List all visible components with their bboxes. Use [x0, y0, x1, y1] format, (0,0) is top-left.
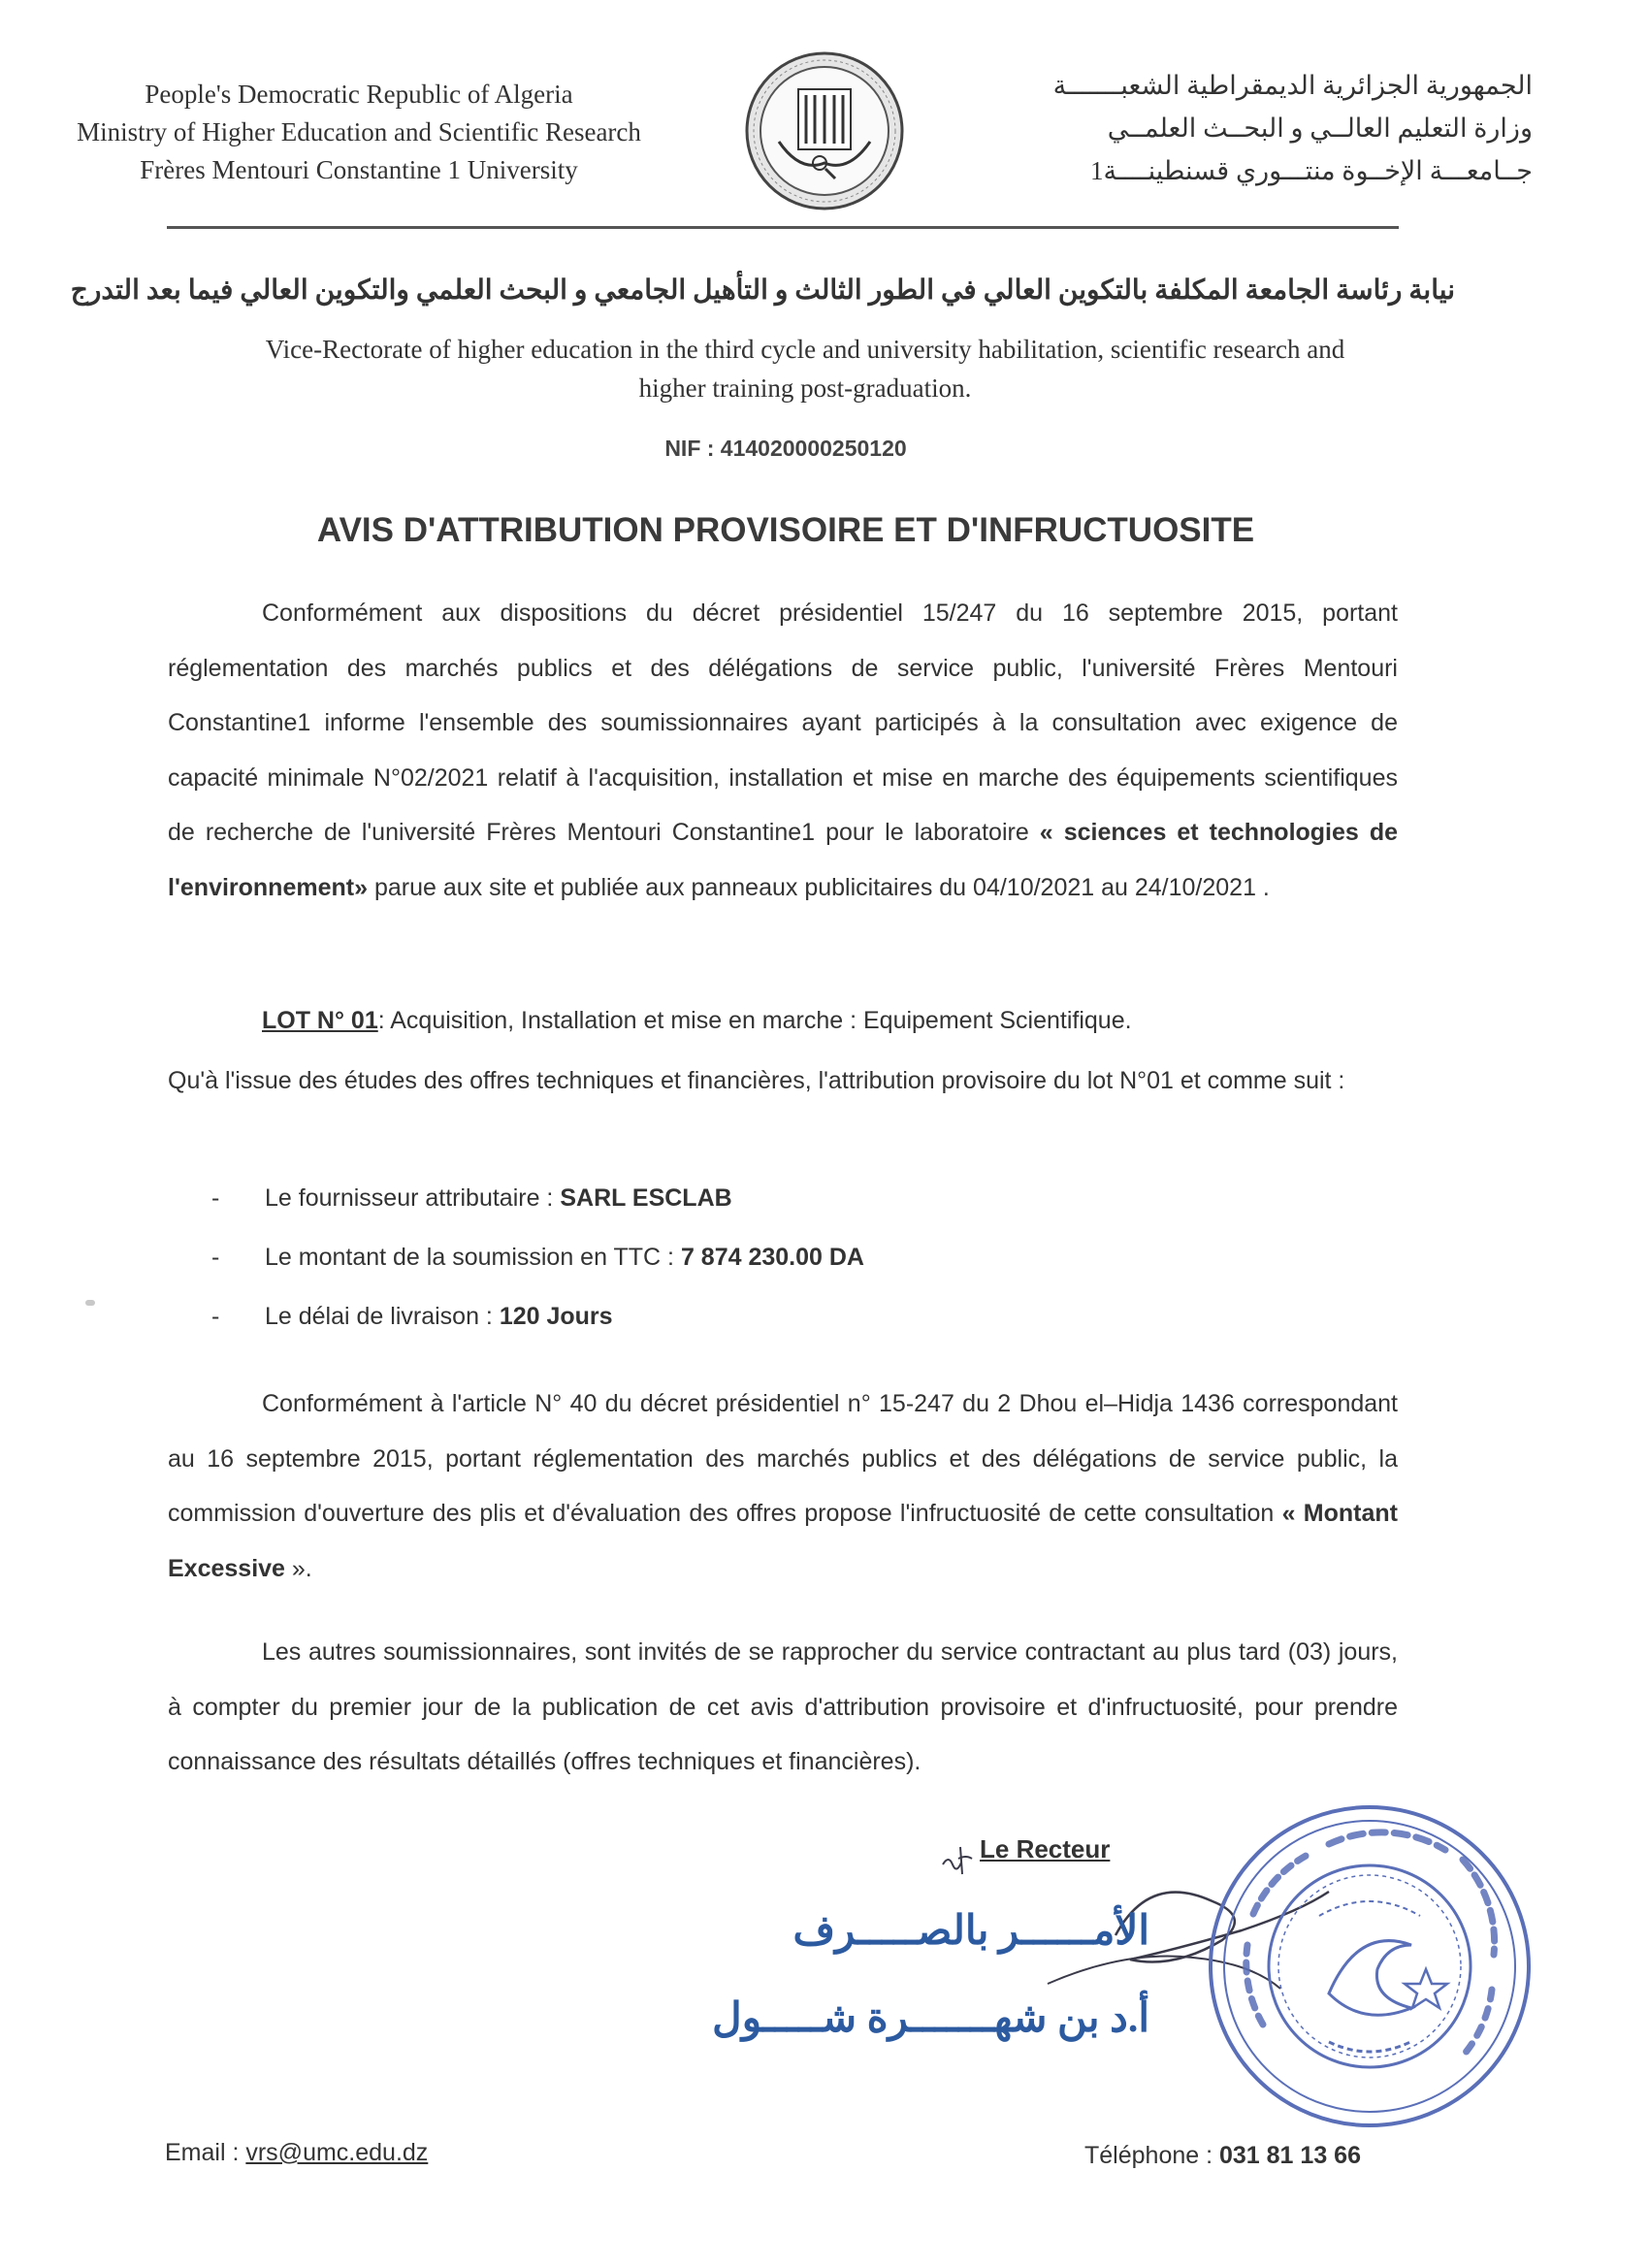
paragraph-invitation-text: Les autres soumissionnaires, sont invités de se rapprocher du service contractant au plus tard (03) jours, à compter du premier jour de la publication de cet avis d'attribution provisoire et d'infructuosité, pour prendre connaissance des résultats détaillés (offres techniques et financières). — [168, 1638, 1398, 1775]
lot-description: : Acquisition, Installation et mise en marche : Equipement Scientifique. — [377, 1007, 1132, 1034]
attribution-label: Le délai de livraison : — [265, 1303, 493, 1330]
infructuosity-reason: « Montant Excessive — [168, 1500, 1398, 1582]
vice-rectorate-english — [155, 330, 1455, 407]
lot-intro: Qu'à l'issue des études des offres techniques et financières, l'attribution provisoire du lot N°01 et comme suit : — [168, 1067, 1345, 1094]
attribution-value: 120 Jours — [499, 1303, 613, 1330]
vice-rectorate-line2: higher training post-graduation. — [638, 373, 972, 403]
header-university: Frères Mentouri Constantine 1 University — [140, 155, 578, 184]
footer-phone — [1084, 2142, 1361, 2170]
paragraph-intro-text: Conformément aux dispositions du décret présidentiel 15/247 du 16 septembre 2015, portant réglementation des marchés publics et des délégations de service public, l'université Frères Mentouri Constantine1 informe l'ensemble des soumissionnaires ayant participés à la consultation avec exigence de capacité minimale N°02/2021 relatif à l'acquisition, installation et mise en marche des équipements scientifiques de recherche de l'université Frères Mentouri Constantine1 pour le laboratoire — [168, 599, 1398, 846]
official-stamp — [1203, 1799, 1537, 2134]
header-arabic-ministry: وزارة التعليم العالــي و البحــث العلمــي — [1107, 113, 1533, 143]
signature-title-arabic: الأمــــــر بالصـــــرف — [792, 1909, 1149, 1954]
vice-rectorate-arabic: نيابة رئاسة الجامعة المكلفة بالتكوين العالي في الطور الثالث و التأهيل الجامعي و البحث العلمي والتكوين العالي فيما بعد التدرج — [70, 275, 1455, 306]
header-english — [58, 76, 660, 189]
nif-number: NIF : 414020000250120 — [664, 436, 907, 461]
paragraph-infructuosity-end: ». — [284, 1554, 312, 1582]
paragraph-infructuosity-text: Conformément à l'article N° 40 du décret présidentiel n° 15-247 du 2 Dhou el–Hidja 1436 correspondant au 16 septembre 2015, portant réglementation des marchés publics et des délégations de service public, la commission d'ouverture des plis et d'évaluation des offres propose l'infructuosité de cette consultation — [168, 1390, 1398, 1527]
list-item: - Le montant de la soumission en TTC : 7 874 230.00 DA — [211, 1244, 864, 1271]
list-item: - Le délai de livraison : 120 Jours — [211, 1303, 613, 1330]
vice-rectorate-line1: Vice-Rectorate of higher education in the third cycle and university habilitation, scientific research and — [265, 335, 1345, 364]
paragraph-invitation — [168, 1625, 1398, 1790]
attribution-label: Le montant de la soumission en TTC : — [265, 1244, 674, 1271]
header-divider — [167, 226, 1399, 229]
paragraph-intro — [168, 586, 1398, 915]
list-item: - Le fournisseur attributaire : SARL ESCLAB — [211, 1184, 732, 1212]
paragraph-infructuosity — [168, 1377, 1398, 1596]
notice-title: AVIS D'ATTRIBUTION PROVISOIRE ET D'INFRUCTUOSITE — [316, 511, 1255, 549]
scan-speck — [85, 1300, 95, 1306]
header-arabic-country: الجمهورية الجزائرية الديمقراطية الشعبـــــــة — [1052, 71, 1533, 100]
footer-email — [165, 2139, 428, 2167]
attribution-value: 7 874 230.00 DA — [680, 1244, 864, 1271]
lot-number: LOT N° 01 — [262, 1007, 378, 1034]
phone-number: 031 81 13 66 — [1219, 2142, 1361, 2169]
header-country: People's Democratic Republic of Algeria — [145, 80, 573, 109]
attribution-label: Le fournisseur attributaire : — [265, 1184, 554, 1212]
attribution-list — [211, 1169, 1375, 1346]
signatory-name-arabic: أ.د بن شهـــــــرة شـــــول — [712, 1996, 1149, 2041]
email-link[interactable]: vrs@umc.edu.dz — [245, 2139, 429, 2166]
signatory-role: Le Recteur — [980, 1834, 1111, 1863]
lot-line — [262, 1007, 1132, 1035]
email-label: Email : — [165, 2139, 246, 2166]
header-ministry: Ministry of Higher Education and Scientific Research — [77, 117, 641, 146]
header-arabic — [989, 64, 1533, 192]
phone-label: Téléphone : — [1084, 2142, 1219, 2169]
laboratory-name: « sciences et technologies de l'environnement» — [168, 819, 1399, 901]
university-logo — [742, 49, 907, 213]
paragraph-intro-end: parue aux site et publiée aux panneaux publicitaires du 04/10/2021 au 24/10/2021 . — [368, 873, 1270, 901]
attribution-value: SARL ESCLAB — [560, 1184, 732, 1212]
header-arabic-university: جــامعـــة الإخــوة منتـــوري قسنطينــــة1 — [1090, 156, 1533, 185]
